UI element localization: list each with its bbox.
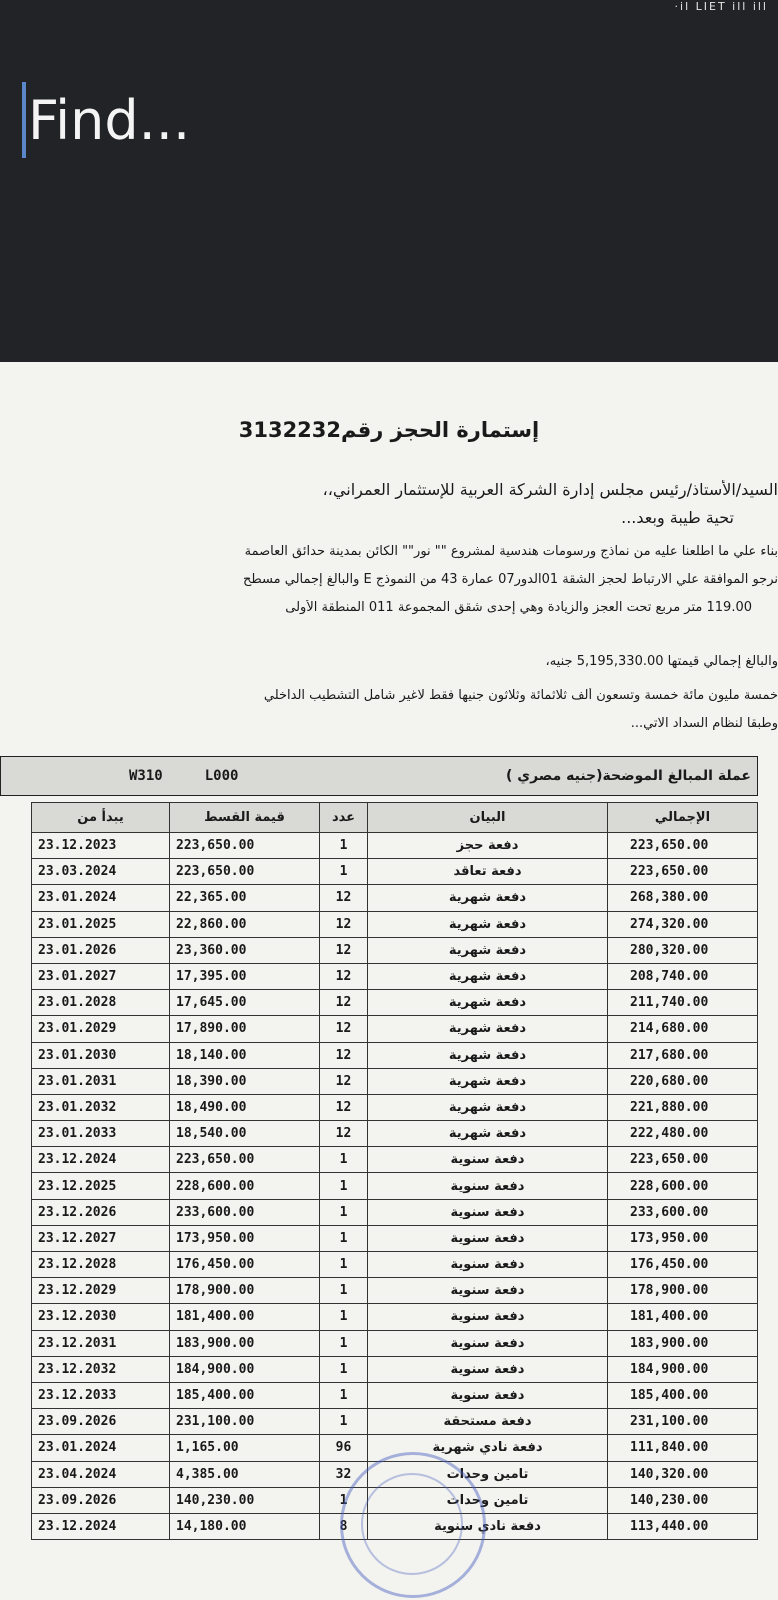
cell-count: 12 [320, 1016, 368, 1042]
cell-total: 221,880.00 [608, 1094, 758, 1120]
cell-count: 12 [320, 1094, 368, 1120]
status-bar [675, 0, 768, 12]
total-words-line: خمسة مليون مائة خمسة وتسعون ألف ثلاثمائة وثلاثون جنيها فقط لاغير شامل التشطيب الداخلي [263, 688, 778, 703]
cell-installment: 228,600.00 [170, 1173, 320, 1199]
cell-installment: 223,650.00 [170, 833, 320, 859]
table-row [32, 1225, 758, 1251]
text-cursor [22, 82, 26, 158]
header-installment: قيمة القسط [170, 803, 320, 833]
header-start: يبدأ من [32, 803, 170, 833]
cell-description: دفعة شهرية [368, 885, 608, 911]
table-row [32, 1330, 758, 1356]
reservation-document [0, 362, 778, 1600]
cell-count: 1 [320, 1278, 368, 1304]
header-description: البيان [368, 803, 608, 833]
find-input[interactable] [28, 89, 628, 152]
table-header-row [32, 803, 758, 833]
cell-description: دفعة شهرية [368, 990, 608, 1016]
cell-description: دفعة سنوية [368, 1225, 608, 1251]
table-row [32, 859, 758, 885]
cell-start: 23.12.2026 [32, 1199, 170, 1225]
body-line-1: بناء علي ما اطلعنا عليه من نماذج ورسومات هندسية لمشروع "" نور"" الكائن بمدينة حدائق العاصمة [244, 544, 778, 559]
cell-description: دفعة سنوية [368, 1173, 608, 1199]
cell-description: دفعة سنوية [368, 1199, 608, 1225]
cell-description: دفعة شهرية [368, 911, 608, 937]
table-row [32, 1278, 758, 1304]
cell-count: 1 [320, 859, 368, 885]
cell-description: دفعة سنوية [368, 1278, 608, 1304]
cell-installment: 18,490.00 [170, 1094, 320, 1120]
cell-total: 268,380.00 [608, 885, 758, 911]
cell-count: 1 [320, 1330, 368, 1356]
cell-installment: 223,650.00 [170, 1147, 320, 1173]
table-row [32, 1304, 758, 1330]
cell-total: 223,650.00 [608, 833, 758, 859]
cell-total: 220,680.00 [608, 1068, 758, 1094]
cell-total: 208,740.00 [608, 963, 758, 989]
cell-start: 23.01.2026 [32, 937, 170, 963]
payment-system-line: وطبقا لنظام السداد الاتي... [630, 716, 778, 731]
currency-codes [1, 768, 238, 784]
cell-total: 280,320.00 [608, 937, 758, 963]
cell-count: 12 [320, 1068, 368, 1094]
cell-count: 12 [320, 1042, 368, 1068]
cell-total: 140,320.00 [608, 1461, 758, 1487]
cell-start: 23.12.2024 [32, 1147, 170, 1173]
payment-schedule [0, 756, 758, 1540]
cell-installment: 183,900.00 [170, 1330, 320, 1356]
cell-start: 23.01.2025 [32, 911, 170, 937]
cell-description: تامين وحدات [368, 1461, 608, 1487]
cell-count: 12 [320, 990, 368, 1016]
cell-start: 23.01.2024 [32, 885, 170, 911]
cell-total: 178,900.00 [608, 1278, 758, 1304]
cell-installment: 231,100.00 [170, 1409, 320, 1435]
table-row [32, 1199, 758, 1225]
cell-start: 23.12.2028 [32, 1252, 170, 1278]
cell-count: 1 [320, 1173, 368, 1199]
cell-installment: 173,950.00 [170, 1225, 320, 1251]
cell-count: 12 [320, 937, 368, 963]
cell-start: 23.01.2029 [32, 1016, 170, 1042]
cell-count: 12 [320, 885, 368, 911]
cell-total: 184,900.00 [608, 1356, 758, 1382]
cell-start: 23.01.2024 [32, 1435, 170, 1461]
greeting-line: تحية طيبة وبعد... [621, 508, 734, 527]
cell-count: 1 [320, 1356, 368, 1382]
cell-installment: 18,140.00 [170, 1042, 320, 1068]
cell-start: 23.09.2026 [32, 1487, 170, 1513]
cell-total: 228,600.00 [608, 1173, 758, 1199]
addressee-line: السيد/الأستاذ/رئيس مجلس إدارة الشركة العربية للإستثمار العمراني،، [322, 480, 778, 499]
cell-description: دفعة شهرية [368, 1121, 608, 1147]
cell-start: 23.01.2031 [32, 1068, 170, 1094]
cell-count: 1 [320, 1252, 368, 1278]
table-row [32, 937, 758, 963]
cell-installment: 22,365.00 [170, 885, 320, 911]
cell-total: 214,680.00 [608, 1016, 758, 1042]
cell-start: 23.01.2028 [32, 990, 170, 1016]
cell-start: 23.12.2029 [32, 1278, 170, 1304]
cell-installment: 233,600.00 [170, 1199, 320, 1225]
cell-total: 223,650.00 [608, 1147, 758, 1173]
cell-total: 183,900.00 [608, 1330, 758, 1356]
cell-count: 1 [320, 1409, 368, 1435]
table-row [32, 1409, 758, 1435]
cell-start: 23.04.2024 [32, 1461, 170, 1487]
cell-total: 185,400.00 [608, 1382, 758, 1408]
cell-total: 231,100.00 [608, 1409, 758, 1435]
cell-description: دفعة سنوية [368, 1356, 608, 1382]
cell-total: 140,230.00 [608, 1487, 758, 1513]
table-row [32, 911, 758, 937]
cell-installment: 178,900.00 [170, 1278, 320, 1304]
cell-description: دفعة شهرية [368, 1042, 608, 1068]
cell-start: 23.12.2033 [32, 1382, 170, 1408]
table-row [32, 1173, 758, 1199]
cell-description: دفعة شهرية [368, 1068, 608, 1094]
cell-start: 23.12.2023 [32, 833, 170, 859]
cell-installment: 223,650.00 [170, 859, 320, 885]
currency-label: عملة المبالغ الموضحة(جنيه مصري ) [505, 768, 751, 784]
cell-start: 23.12.2024 [32, 1513, 170, 1539]
find-field[interactable] [22, 82, 628, 158]
cell-total: 233,600.00 [608, 1199, 758, 1225]
cell-start: 23.12.2030 [32, 1304, 170, 1330]
cell-start: 23.12.2027 [32, 1225, 170, 1251]
cell-description: دفعة مستحقة [368, 1409, 608, 1435]
cell-start: 23.03.2024 [32, 859, 170, 885]
cell-start: 23.01.2030 [32, 1042, 170, 1068]
cell-count: 12 [320, 911, 368, 937]
cell-installment: 1,165.00 [170, 1435, 320, 1461]
cell-installment: 18,390.00 [170, 1068, 320, 1094]
table-row [32, 1382, 758, 1408]
table-row [32, 1068, 758, 1094]
cell-start: 23.01.2032 [32, 1094, 170, 1120]
table-row [32, 963, 758, 989]
body-line-2: نرجو الموافقة علي الارتباط لحجز الشقة 01الدور07 عمارة 43 من النموذج E والبالغ إجمالي مسطح [242, 572, 778, 587]
cell-start: 23.12.2032 [32, 1356, 170, 1382]
cell-count: 1 [320, 1225, 368, 1251]
cell-description: دفعة سنوية [368, 1382, 608, 1408]
cell-total: 222,480.00 [608, 1121, 758, 1147]
cell-count: 1 [320, 1382, 368, 1408]
cell-description: دفعة شهرية [368, 963, 608, 989]
cell-installment: 176,450.00 [170, 1252, 320, 1278]
cell-count: 32 [320, 1461, 368, 1487]
table-row [32, 1147, 758, 1173]
cell-count: 8 [320, 1513, 368, 1539]
cell-installment: 22,860.00 [170, 911, 320, 937]
cell-installment: 185,400.00 [170, 1382, 320, 1408]
code-1: W310 [129, 768, 163, 784]
cell-installment: 17,645.00 [170, 990, 320, 1016]
cell-description: دفعة شهرية [368, 1016, 608, 1042]
cell-installment: 14,180.00 [170, 1513, 320, 1539]
table-row [32, 1042, 758, 1068]
table-row [32, 1252, 758, 1278]
cell-description: دفعة سنوية [368, 1252, 608, 1278]
cell-description: دفعة شهرية [368, 937, 608, 963]
cell-installment: 17,395.00 [170, 963, 320, 989]
cell-description: دفعة نادي شهرية [368, 1435, 608, 1461]
cell-description: دفعة حجز [368, 833, 608, 859]
total-value-line: والبالغ إجمالي قيمتها 5,195,330.00 جنيه، [545, 654, 778, 669]
cell-total: 113,440.00 [608, 1513, 758, 1539]
cell-installment: 181,400.00 [170, 1304, 320, 1330]
company-stamp [340, 1452, 486, 1598]
code-2: L000 [204, 768, 239, 784]
status-bar-text: ·il LIET ill ill [674, 0, 768, 12]
cell-count: 1 [320, 1147, 368, 1173]
cell-count: 96 [320, 1435, 368, 1461]
cell-installment: 17,890.00 [170, 1016, 320, 1042]
cell-total: 274,320.00 [608, 911, 758, 937]
cell-total: 217,680.00 [608, 1042, 758, 1068]
cell-start: 23.09.2026 [32, 1409, 170, 1435]
cell-description: دفعة سنوية [368, 1330, 608, 1356]
table-row [32, 990, 758, 1016]
cell-description: تامين وحدات [368, 1487, 608, 1513]
table-row [32, 885, 758, 911]
cell-description: دفعة نادي سنوية [368, 1513, 608, 1539]
cell-total: 111,840.00 [608, 1435, 758, 1461]
header-total: الإجمالي [608, 803, 758, 833]
currency-header [0, 756, 758, 796]
table-row [32, 833, 758, 859]
cell-description: دفعة شهرية [368, 1094, 608, 1120]
payment-table [31, 802, 758, 1540]
cell-start: 23.01.2027 [32, 963, 170, 989]
table-row [32, 1016, 758, 1042]
document-title: إستمارة الحجز رقم3132232 [238, 418, 540, 442]
cell-installment: 23,360.00 [170, 937, 320, 963]
cell-description: دفعة سنوية [368, 1147, 608, 1173]
cell-total: 173,950.00 [608, 1225, 758, 1251]
table-row [32, 1121, 758, 1147]
cell-start: 23.12.2031 [32, 1330, 170, 1356]
cell-count: 12 [320, 1121, 368, 1147]
cell-count: 1 [320, 1304, 368, 1330]
cell-total: 176,450.00 [608, 1252, 758, 1278]
cell-count: 1 [320, 833, 368, 859]
header-count: عدد [320, 803, 368, 833]
body-line-3: 119.00 متر مربع تحت العجز والزيادة وهي إحدى شقق المجموعة 011 المنطقة الأولى [285, 600, 752, 615]
cell-installment: 184,900.00 [170, 1356, 320, 1382]
cell-count: 1 [320, 1199, 368, 1225]
table-row [32, 1094, 758, 1120]
cell-description: دفعة تعاقد [368, 859, 608, 885]
table-row [32, 1356, 758, 1382]
cell-start: 23.01.2033 [32, 1121, 170, 1147]
table-body [32, 833, 758, 1540]
cell-count: 1 [320, 1487, 368, 1513]
cell-installment: 140,230.00 [170, 1487, 320, 1513]
cell-start: 23.12.2025 [32, 1173, 170, 1199]
cell-description: دفعة سنوية [368, 1304, 608, 1330]
cell-installment: 18,540.00 [170, 1121, 320, 1147]
cell-total: 223,650.00 [608, 859, 758, 885]
cell-total: 211,740.00 [608, 990, 758, 1016]
cell-total: 181,400.00 [608, 1304, 758, 1330]
find-overlay [0, 0, 778, 362]
cell-installment: 4,385.00 [170, 1461, 320, 1487]
cell-count: 12 [320, 963, 368, 989]
